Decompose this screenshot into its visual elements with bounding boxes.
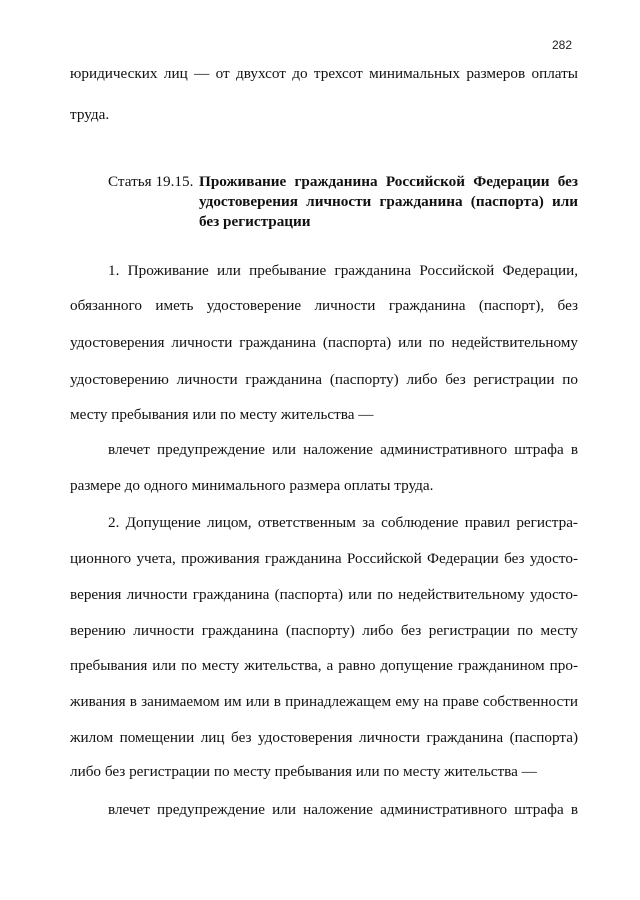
article-title-line: Проживание гражданина Российской Федерации без — [199, 173, 578, 190]
paragraph-line: обязанного иметь удостоверение личности гражданина (паспорт), без — [70, 297, 578, 314]
paragraph-line: ционного учета, проживания гражданина Российской Федерации без удосто- — [70, 550, 578, 567]
paragraph-line: пребывания или по месту жительства, а равно допущение гражданином про- — [70, 657, 578, 674]
paragraph-line: верению личности гражданина (паспорту) либо без регистрации по месту — [70, 622, 578, 639]
article-label: Статья 19.15. — [108, 173, 194, 190]
text-line: труда. — [70, 106, 110, 123]
paragraph-line: удостоверению личности гражданина (паспорту) либо без регистрации по — [70, 371, 578, 388]
article-title-line: удостоверения личности гражданина (паспорта) или — [199, 193, 578, 210]
paragraph-line: верения личности гражданина (паспорта) или по недействительному удосто- — [70, 586, 578, 603]
article-title-line: без регистрации — [199, 213, 311, 230]
paragraph-line: 2. Допущение лицом, ответственным за соблюдение правил регистра- — [108, 514, 578, 531]
paragraph-line: жилом помещении лиц без удостоверения личности гражданина (паспорта) — [70, 729, 578, 746]
paragraph-line: месту пребывания или по месту жительства — — [70, 406, 374, 423]
paragraph-line: либо без регистрации по месту пребывания или по месту жительства — — [70, 763, 537, 780]
paragraph-line: живания в занимаемом им или в принадлежащем ему на праве собственности — [70, 693, 578, 710]
text-line: юридических лиц — от двухсот до трехсот минимальных размеров оплаты — [70, 65, 578, 82]
paragraph-line: удостоверения личности гражданина (паспорта) или по недействительному — [70, 334, 578, 351]
page-number: 282 — [551, 38, 572, 52]
penalty-line: влечет предупреждение или наложение административного штрафа в — [108, 441, 578, 458]
penalty-line: размере до одного минимального размера оплаты труда. — [70, 477, 434, 494]
paragraph-line: 1. Проживание или пребывание гражданина Российской Федерации, — [108, 262, 578, 279]
penalty-line: влечет предупреждение или наложение административного штрафа в — [108, 801, 578, 818]
